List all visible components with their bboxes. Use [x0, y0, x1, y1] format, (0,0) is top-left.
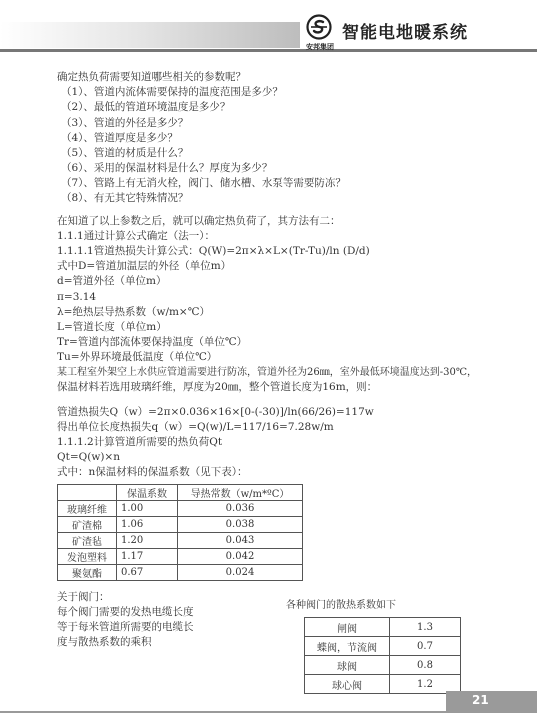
insulation-factor: 1.17 — [117, 549, 178, 565]
page-number-tab — [446, 691, 537, 711]
question-item: （4）、管道厚度是多少？ — [61, 132, 178, 144]
table-header-cell: 导热常数（w/m*ºC） — [178, 485, 303, 501]
logo-text: 安邦集团 — [306, 43, 334, 51]
insulation-factor: 0.67 — [117, 565, 178, 581]
example-text: 某工程室外架空上水供应管道需要进行防冻，管道外径为26㎜，室外最低环境温度达到-30℃， — [57, 367, 478, 378]
question-item: （2）、最低的管道环境温度是多少？ — [61, 101, 231, 113]
insulation-factor: 1.06 — [117, 517, 178, 533]
definition-line: d=管道外径（单位m） — [57, 275, 167, 287]
conductivity-value: 0.036 — [178, 501, 303, 517]
table-row — [305, 618, 461, 637]
definition-line: 式中：n保温材料的保温系数（见下表）： — [57, 466, 248, 478]
formula-line: Qt=Q(w)×n — [57, 451, 120, 463]
valve-type: 蝶阀，节流阀 — [305, 637, 390, 656]
table-row — [305, 675, 461, 694]
valves-text: 每个阀门需要的发热电缆长度 — [57, 606, 194, 618]
calculation-line: 管道热损失Q（w）=2π×0.036×16×[0-(-30)]/ln(66/26)=117w — [57, 406, 374, 418]
header-title: 智能电地暖系统 — [342, 23, 468, 43]
material-name: 玻璃纤维 — [58, 501, 117, 517]
insulation-table — [57, 484, 303, 581]
material-name: 矿渣毡 — [58, 533, 117, 549]
table-header-cell — [58, 485, 117, 501]
valve-type: 球阀 — [305, 656, 390, 675]
conductivity-value: 0.024 — [178, 565, 303, 581]
conductivity-value: 0.043 — [178, 533, 303, 549]
valve-type: 球心阀 — [305, 675, 390, 694]
definition-line: Tr=管道内部流体要保持温度（单位℃） — [57, 336, 248, 348]
table-row — [305, 637, 461, 656]
conductivity-value: 0.038 — [178, 517, 303, 533]
dissipation-factor: 1.3 — [390, 618, 461, 637]
material-name: 发泡塑料 — [58, 549, 117, 565]
conductivity-value: 0.042 — [178, 549, 303, 565]
question-item: （7）、管路上有无消火栓，阀门、储水槽、水泵等需要防冻？ — [61, 177, 346, 189]
header-gradient-band — [0, 22, 300, 48]
dissipation-factor: 0.7 — [390, 637, 461, 656]
definition-line: Tu=外界环境最低温度（单位℃） — [57, 351, 218, 363]
insulation-factor: 1.00 — [117, 501, 178, 517]
dissipation-factor: 1.2 — [390, 675, 461, 694]
questions-intro: 确定热负荷需要知道哪些相关的参数呢？ — [57, 71, 246, 83]
table-row — [58, 501, 303, 517]
definition-line: 式中D=管道加温层的外径（单位m） — [57, 260, 232, 272]
table-row — [58, 565, 303, 581]
valve-table-title: 各种阀门的散热系数如下 — [286, 600, 396, 611]
definition-line: π=3.14 — [57, 291, 97, 303]
footer-divider — [0, 711, 537, 713]
page-number: 21 — [472, 693, 489, 707]
formula-line: 1.1.1.1管道热损失计算公式：Q(W)=2π×λ×L×(Tr-Tu)/ln (D/d) — [57, 245, 370, 257]
table-row — [305, 656, 461, 675]
question-item: （3）、管道的外径是多少？ — [61, 117, 189, 129]
table-header-row — [58, 485, 303, 501]
valves-title: 关于阀门： — [57, 591, 110, 603]
table-row — [58, 549, 303, 565]
question-item: （8）、有无其它特殊情况？ — [61, 192, 189, 204]
method-intro: 在知道了以上参数之后，就可以确定热负荷了，其方法有二： — [57, 215, 341, 227]
insulation-factor: 1.20 — [117, 533, 178, 549]
section-heading: 1.1.1.2计算管道所需要的热负荷Qt — [57, 436, 223, 448]
material-name: 聚氨酯 — [58, 565, 117, 581]
valves-text: 度与散热系数的乘积 — [57, 636, 152, 648]
question-item: （5）、管道的材质是什么？ — [61, 147, 189, 159]
calculation-line: 得出单位长度热损失q（w）=Q(w)/L=117/16=7.28w/m — [57, 421, 334, 433]
dissipation-factor: 0.8 — [390, 656, 461, 675]
definition-line: λ=绝热层导热系数（w/m×℃） — [57, 306, 210, 318]
page-header — [0, 0, 537, 60]
table-row — [58, 533, 303, 549]
example-text: 保温材料若选用玻璃纤维，厚度为20㎜，整个管道长度为16m，则： — [57, 381, 378, 393]
company-logo — [302, 14, 336, 54]
material-name: 矿渣棉 — [58, 517, 117, 533]
valve-table — [304, 617, 461, 694]
table-header-cell: 保温系数 — [117, 485, 178, 501]
table-row — [58, 517, 303, 533]
header-divider — [0, 49, 537, 52]
logo-icon — [306, 14, 332, 40]
valve-type: 闸阀 — [305, 618, 390, 637]
question-item: （1）、管道内流体需要保持的温度范围是多少？ — [61, 86, 283, 98]
section-heading: 1.1.1通过计算公式确定（法一）： — [57, 230, 215, 242]
definition-line: L=管道长度（单位m） — [57, 321, 167, 333]
question-item: （6）、采用的保温材料是什么？厚度为多少？ — [61, 162, 273, 174]
valves-text: 等于每米管道所需要的电缆长 — [57, 621, 194, 633]
